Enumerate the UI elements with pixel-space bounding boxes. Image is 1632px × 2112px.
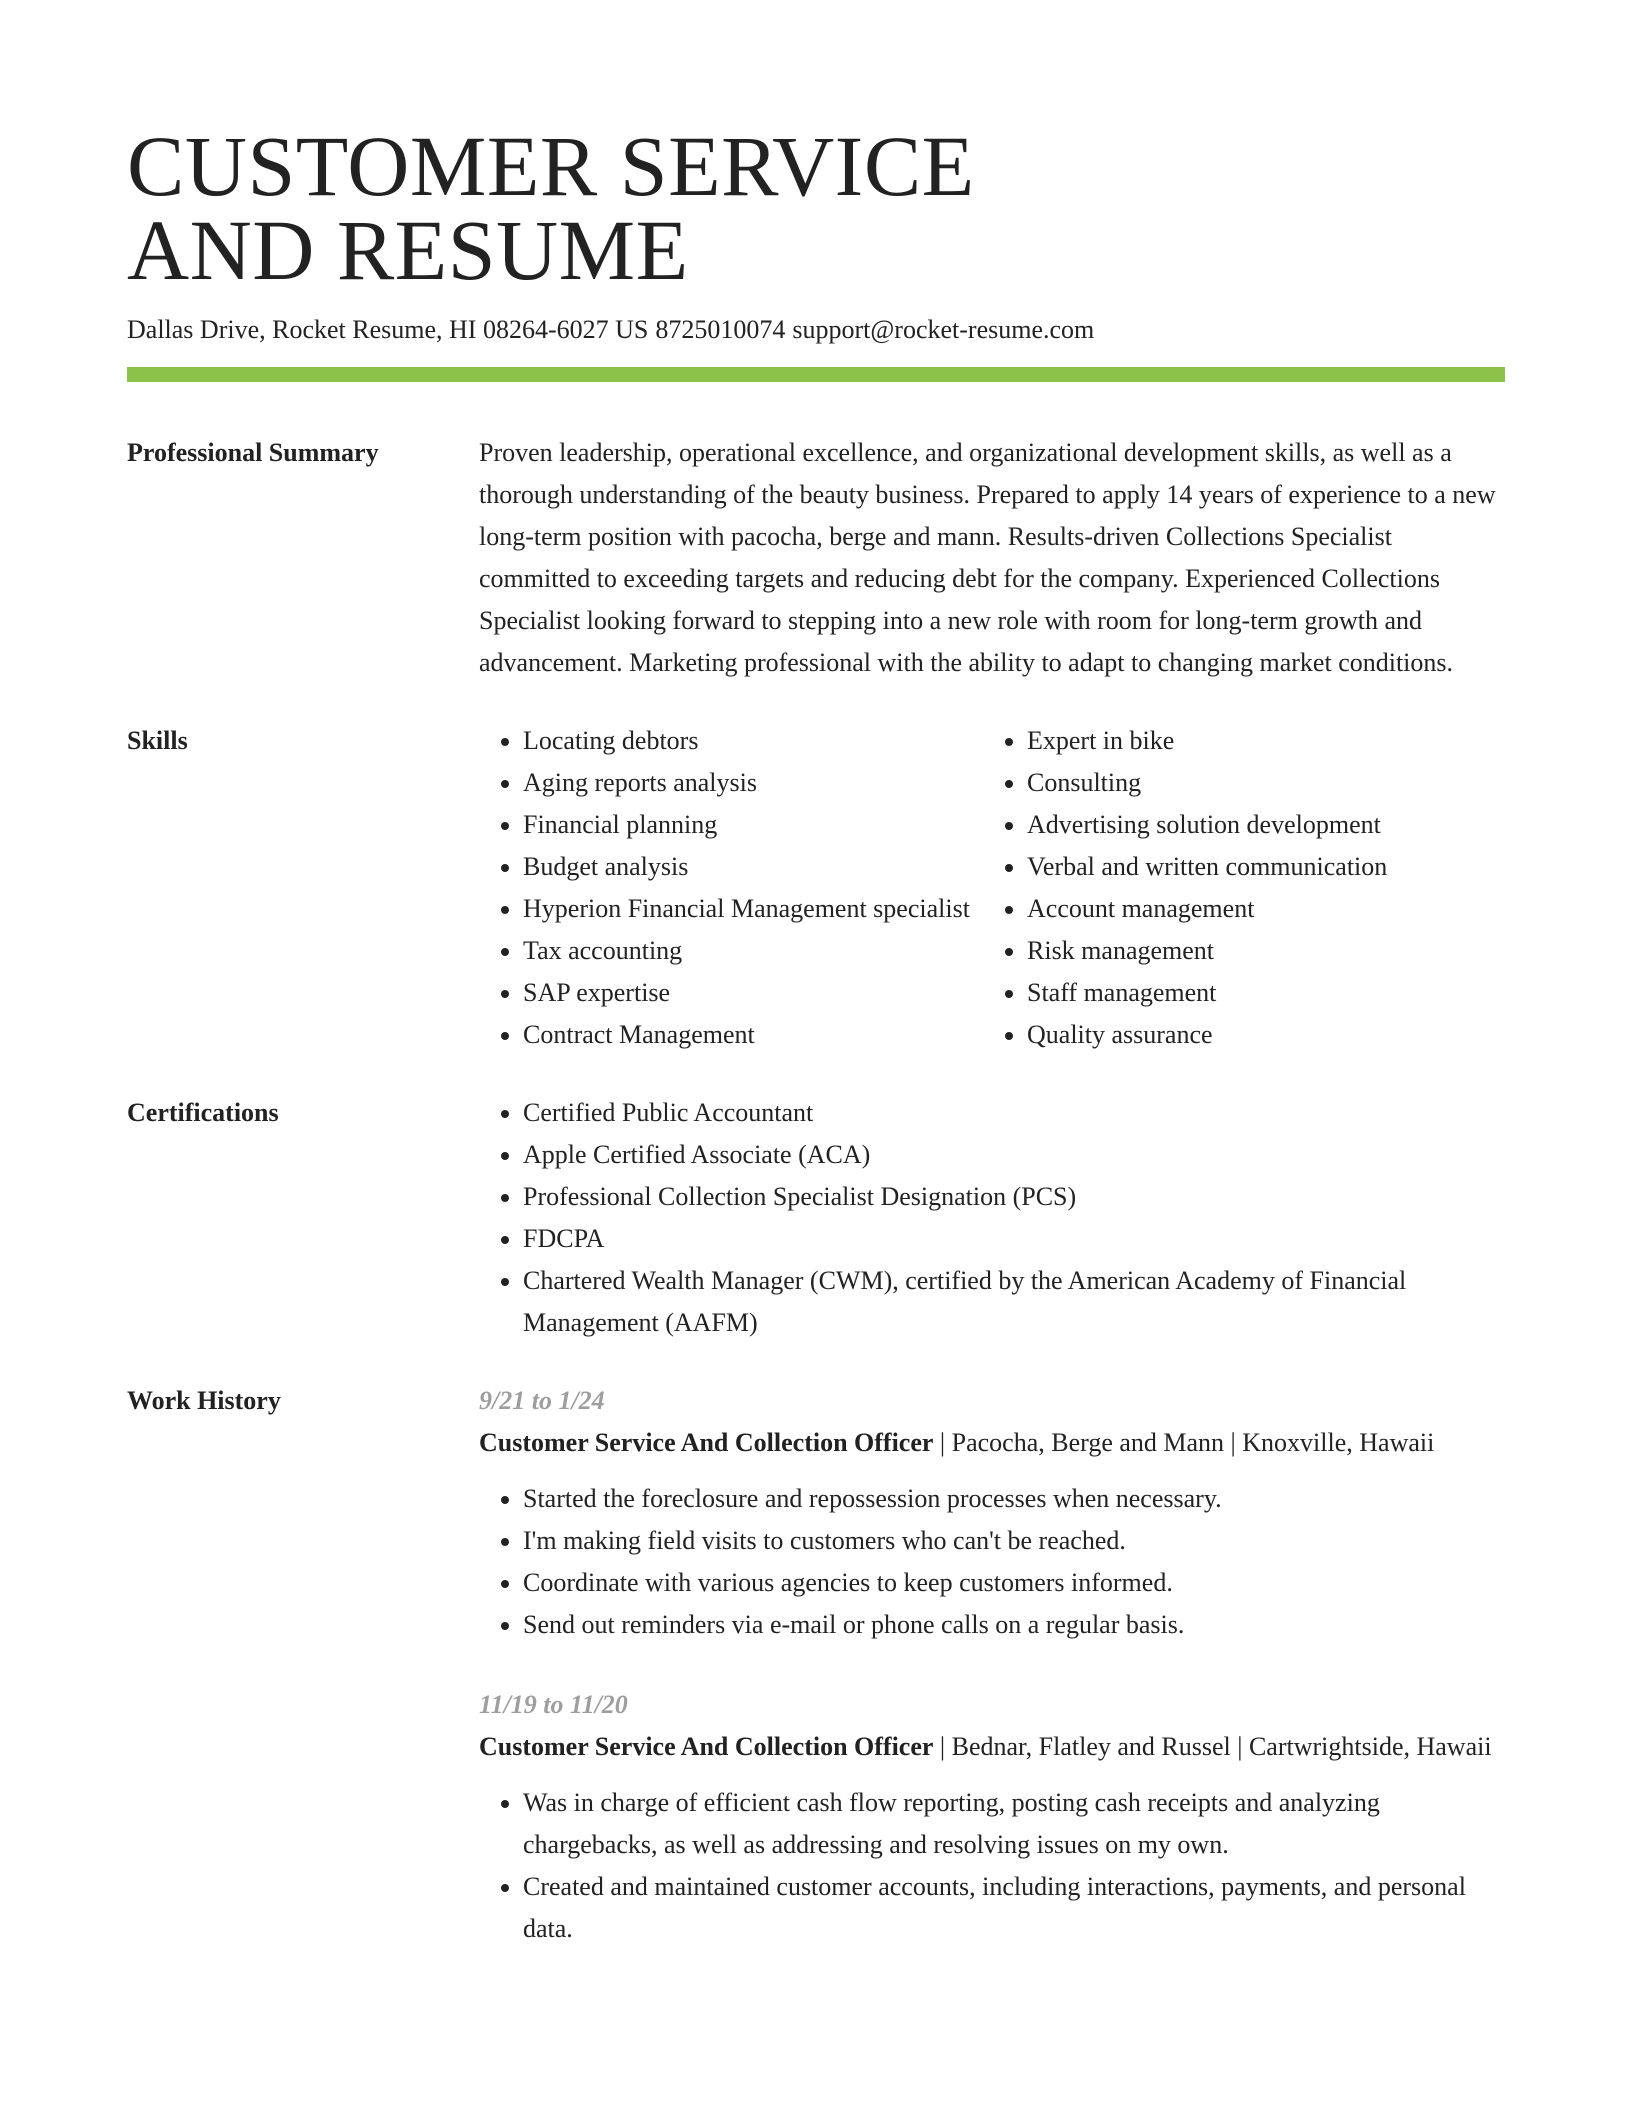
section-title-skills: Skills	[127, 726, 188, 755]
section-summary	[127, 432, 1505, 684]
job-title: Customer Service And Collection Officer	[479, 1428, 934, 1457]
section-title-summary: Professional Summary	[127, 438, 379, 467]
job-dates: 9/21 to 1/24	[479, 1386, 605, 1415]
skill-item: • Locating debtors	[523, 720, 983, 762]
certification-item: • Certified Public Accountant	[523, 1092, 1505, 1134]
job-heading	[479, 1422, 1505, 1464]
job-bullet: • I'm making field visits to customers who can't be reached.	[523, 1520, 1505, 1562]
contact-line	[127, 312, 1505, 348]
job-bullet: • Was in charge of efficient cash flow reporting, posting cash receipts and analyzing chargebacks, as well as addressing and resolving issues on my own.	[523, 1782, 1505, 1866]
skills-list-left	[479, 720, 983, 1056]
job-entry	[479, 1684, 1505, 1950]
certification-item: • Apple Certified Associate (ACA)	[523, 1134, 1505, 1176]
section-title-certifications: Certifications	[127, 1098, 279, 1127]
contact-address: Dallas Drive, Rocket Resume, HI 08264-6027 US	[127, 315, 649, 344]
job-details: | Bednar, Flatley and Russel | Cartwrightside, Hawaii	[933, 1732, 1492, 1761]
skills-columns	[479, 720, 1505, 1056]
skill-item: • Financial planning	[523, 804, 983, 846]
skill-item: • Contract Management	[523, 1014, 983, 1056]
job-title: Customer Service And Collection Officer	[479, 1732, 934, 1761]
skill-item: • Account management	[1027, 888, 1487, 930]
resume-title-line2: AND RESUME	[127, 202, 689, 298]
certifications-list	[479, 1092, 1505, 1344]
skill-item: • Consulting	[1027, 762, 1487, 804]
resume-page	[127, 0, 1505, 1950]
job-bullet: • Created and maintained customer accounts, including interactions, payments, and personal data.	[523, 1866, 1505, 1950]
skill-item: • Budget analysis	[523, 846, 983, 888]
section-skills	[127, 720, 1505, 1056]
skill-item: • Expert in bike	[1027, 720, 1487, 762]
resume-title-line1: CUSTOMER SERVICE	[127, 118, 975, 214]
contact-phone: 8725010074	[655, 315, 786, 344]
job-bullet: • Send out reminders via e-mail or phone calls on a regular basis.	[523, 1604, 1505, 1646]
certification-item: • Professional Collection Specialist Designation (PCS)	[523, 1176, 1505, 1218]
job-dates: 11/19 to 11/20	[479, 1690, 628, 1719]
skill-item: • Hyperion Financial Management specialist	[523, 888, 983, 930]
skill-item: • Quality assurance	[1027, 1014, 1487, 1056]
skill-item: • Advertising solution development	[1027, 804, 1487, 846]
job-heading	[479, 1726, 1505, 1768]
section-body-skills	[479, 720, 1505, 1056]
certification-item: • FDCPA	[523, 1218, 1505, 1260]
certification-item: • Chartered Wealth Manager (CWM), certified by the American Academy of Financial Management (AAFM)	[523, 1260, 1505, 1344]
job-details: | Pacocha, Berge and Mann | Knoxville, Hawaii	[933, 1428, 1435, 1457]
section-work-history	[127, 1380, 1505, 1950]
skill-item: • Verbal and written communication	[1027, 846, 1487, 888]
job-bullets	[479, 1478, 1505, 1646]
job-entry	[479, 1380, 1505, 1646]
section-body-certifications	[479, 1092, 1505, 1344]
skill-item: • Aging reports analysis	[523, 762, 983, 804]
skill-item: • Risk management	[1027, 930, 1487, 972]
section-body-work	[479, 1380, 1505, 1950]
job-bullet: • Started the foreclosure and repossession processes when necessary.	[523, 1478, 1505, 1520]
accent-divider	[127, 367, 1505, 382]
skills-list-right	[983, 720, 1487, 1056]
summary-text: Proven leadership, operational excellence, and organizational development skills, as well as a thorough understanding of the beauty business. Prepared to apply 14 years of experience to a new long-term position with pacocha, berge and mann. Results-driven Collections Specialist committed to exceeding targets and reducing debt for the company. Experienced Collections Specialist looking forward to stepping into a new role with room for long-term growth and advancement. Marketing professional with the ability to adapt to changing market conditions.	[479, 438, 1496, 677]
job-bullets	[479, 1782, 1505, 1950]
contact-email: support@rocket-resume.com	[792, 315, 1095, 344]
skill-item: • Staff management	[1027, 972, 1487, 1014]
section-certifications	[127, 1092, 1505, 1344]
job-bullet: • Coordinate with various agencies to keep customers informed.	[523, 1562, 1505, 1604]
skill-item: • SAP expertise	[523, 972, 983, 1014]
skill-item: • Tax accounting	[523, 930, 983, 972]
section-title-work: Work History	[127, 1386, 281, 1415]
resume-title	[127, 0, 1505, 298]
section-body-summary	[479, 432, 1505, 684]
